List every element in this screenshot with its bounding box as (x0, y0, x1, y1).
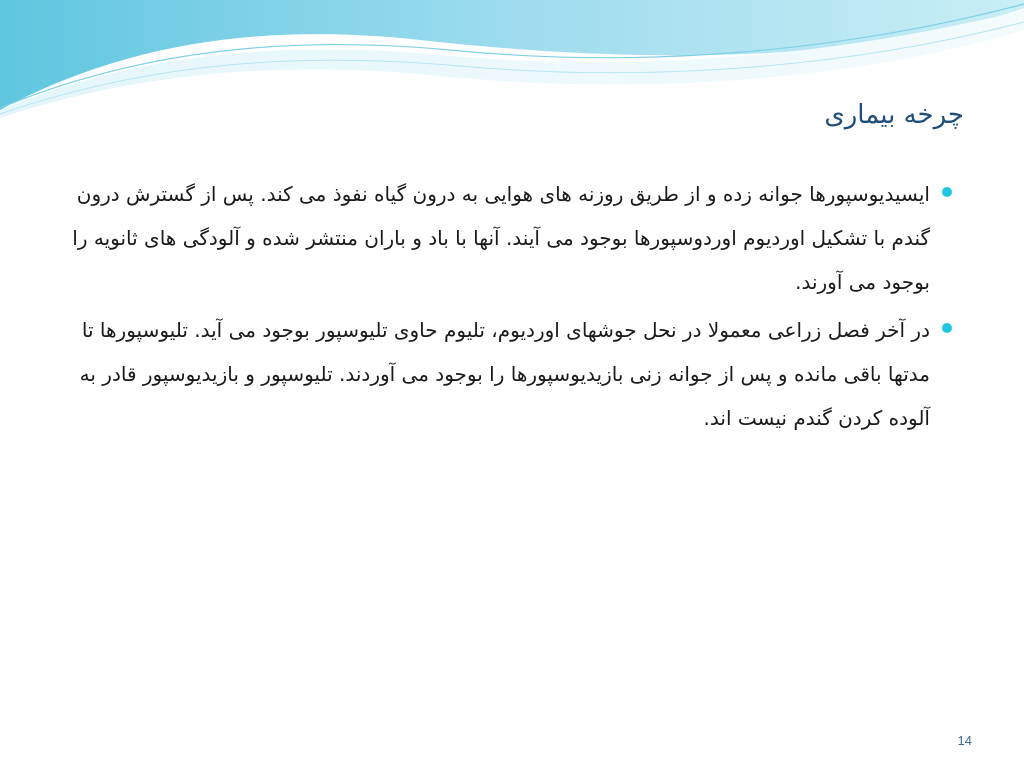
page-number: 14 (957, 733, 972, 748)
bullet-dot-icon (942, 187, 952, 197)
bullet-dot-icon (942, 323, 952, 333)
bullet-item (72, 172, 952, 304)
bullet-item (72, 308, 952, 440)
bullet-text: ایسیدیوسپورها جوانه زده و از طریق روزنه های هوایی به درون گیاه نفوذ می کند. پس از گسترش درون گندم با تشکیل اوردیوم اوردوسپورها بوجود می آیند. آنها با باد و باران منتشر شده و آلودگی های ثانویه را بوجود می آورند. (72, 182, 930, 294)
slide-title: چرخه بیماری (824, 100, 964, 130)
bullet-text: در آخر فصل زراعی معمولا در نحل جوشهای اوردیوم، تلیوم حاوی تلیوسپور بوجود می آید. تلیوسپورها تا مدتها باقی مانده و پس از جوانه زنی بازیدیوسپورها را بوجود می آوردند. تلیوسپور و بازیدیوسپور قادر به آلوده کردن گندم نیست اند. (79, 318, 930, 430)
bullet-list (72, 172, 952, 444)
